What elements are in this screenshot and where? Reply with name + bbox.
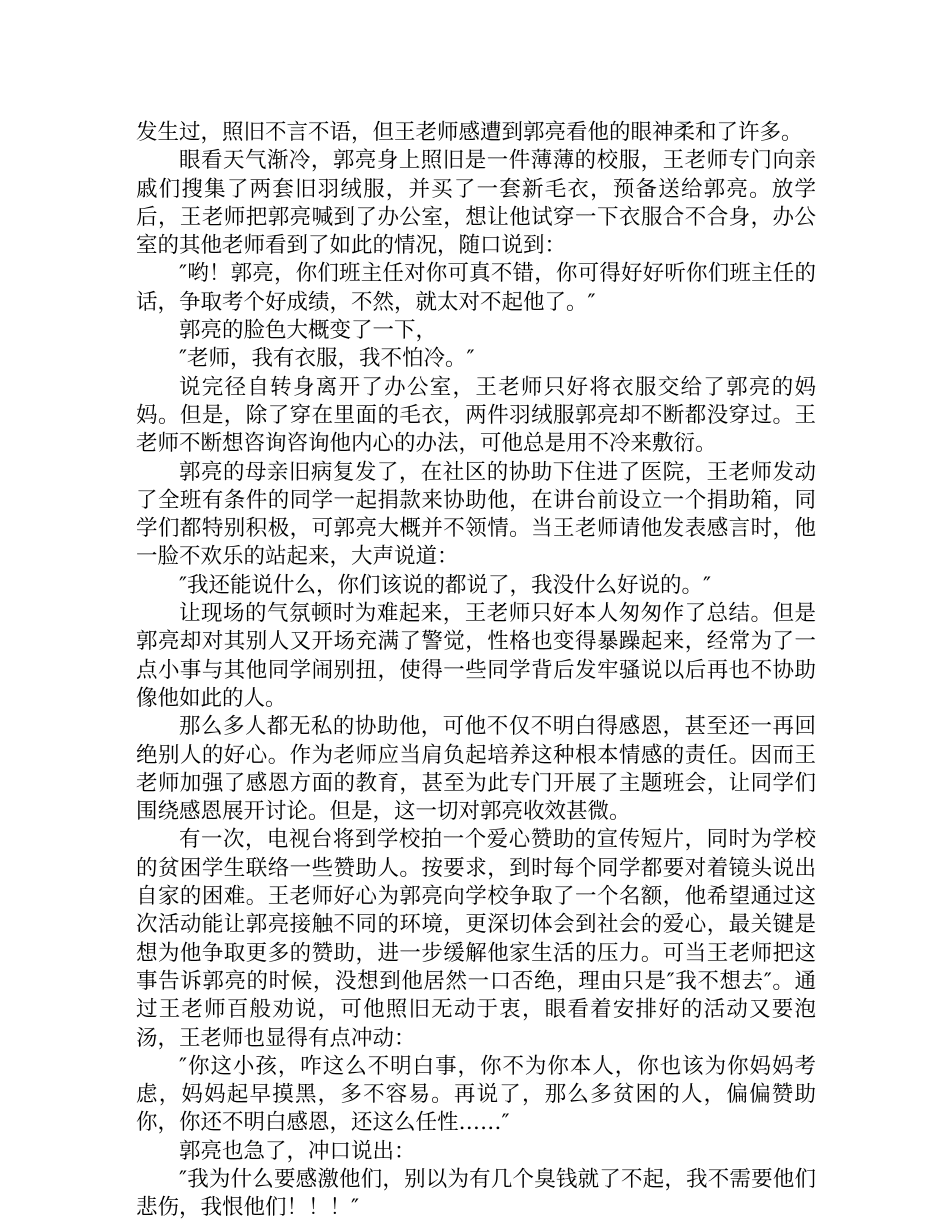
paragraph: ″我为什么要感激他们，别以为有几个臭钱就了不起，我不需要他们悲伤，我恨他们！！！″ xyxy=(136,1166,816,1221)
paragraph: 说完径自转身离开了办公室，王老师只好将衣服交给了郭亮的妈妈。但是，除了穿在里面的毛衣，两件羽绒服郭亮却不断都没穿过。王老师不断想咨询咨询他内心的办法，可他总是用不冷来敷衍。 xyxy=(136,374,816,457)
paragraph: 郭亮也急了，冲口说出： xyxy=(179,1138,416,1164)
paragraph: ″我还能说什么，你们该说的都说了，我没什么好说的。″ xyxy=(179,572,712,598)
paragraph: ″你这小孩，咋这么不明白事，你不为你本人，你也该为你妈妈考虑，妈妈起早摸黑，多不容易。再说了，那么多贫困的人，偏偏赞助你，你还不明白感恩，还这么任性……″ xyxy=(136,1053,816,1136)
paragraph: 郭亮的母亲旧病复发了，在社区的协助下住进了医院，王老师发动了全班有条件的同学一起捐款来协助他，在讲台前设立一个捐助箱，同学们都特别积极，可郭亮大概并不领情。当王老师请他发表感言时，他一脸不欢乐的站起来，大声说道： xyxy=(136,459,816,570)
paragraph: 那么多人都无私的协助他，可他不仅不明白得感恩，甚至还一再回绝别人的好心。作为老师应当肩负起培养这种根本情感的责任。因而王老师加强了感恩方面的教育，甚至为此专门开展了主题班会，让同学们围绕感恩展开讨论。但是，这一切对郭亮收效甚微。 xyxy=(136,714,816,825)
paragraph: 眼看天气渐冷，郭亮身上照旧是一件薄薄的校服，王老师专门向亲戚们搜集了两套旧羽绒服，并买了一套新毛衣，预备送给郭亮。放学后，王老师把郭亮喊到了办公室，想让他试穿一下衣服合不合身，办公室的其他老师看到了如此的情况，随口说到： xyxy=(136,148,816,259)
paragraph: 有一次，电视台将到学校拍一个爱心赞助的宣传短片，同时为学校的贫困学生联络一些赞助人。按要求，到时每个同学都要对着镜头说出自家的困难。王老师好心为郭亮向学校争取了一个名额，他希望通过这次活动能让郭亮接触不同的环境，更深切体会到社会的爱心，最关键是想为他争取更多的赞助，进一步缓解他家生活的压力。可当王老师把这事告诉郭亮的时候，没想到他居然一口否绝，理由只是″我不想去″。通过王老师百般劝说，可他照旧无动于衷，眼看着安排好的活动又要泡汤，王老师也显得有点冲动： xyxy=(136,827,816,1051)
paragraph: 发生过，照旧不言不语，但王老师感遭到郭亮看他的眼神柔和了许多。 xyxy=(136,120,803,145)
paragraph: ″哟！郭亮，你们班主任对你可真不错，你可得好好听你们班主任的话，争取考个好成绩，不然，就太对不起他了。″ xyxy=(136,261,816,315)
paragraph: 让现场的气氛顿时为难起来，王老师只好本人匆匆作了总结。但是郭亮却对其别人又开场充满了警觉，性格也变得暴躁起来，经常为了一点小事与其他同学闹别扭，使得一些同学背后发牢骚说以后再也不协助像他如此的人。 xyxy=(136,601,816,711)
paragraph: 郭亮的脸色大概变了一下， xyxy=(179,318,438,344)
paragraph: ″老师，我有衣服，我不怕冷。″ xyxy=(179,346,475,372)
document-page xyxy=(136,119,816,1223)
